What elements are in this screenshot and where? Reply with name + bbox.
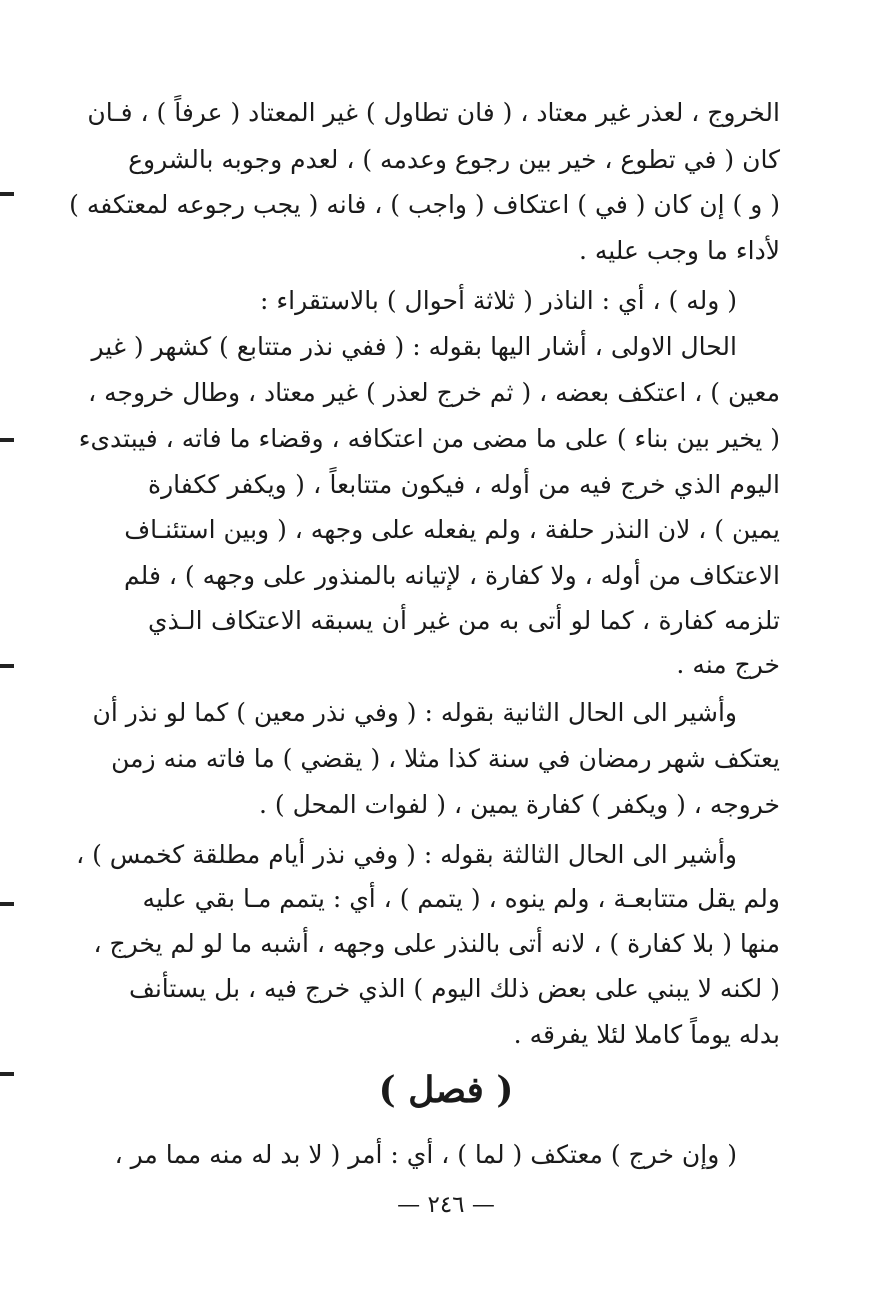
text-line: الحال الاولى ، أشار اليها بقوله : ( ففي نذر متتابع ) كشهر ( غير bbox=[91, 332, 737, 361]
text-line: يمين ) ، لان النذر حلفة ، ولم يفعله على وجهه ، ( وبين استئنـاف bbox=[124, 515, 780, 544]
text-line: الخروج ، لعذر غير معتاد ، ( فان تطاول ) غير المعتاد ( عرفاً ) ، فـان bbox=[87, 98, 780, 127]
text-line: خروجه ، ( ويكفر ) كفارة يمين ، ( لفوات المحل ) . bbox=[259, 790, 780, 819]
margin-mark bbox=[0, 664, 14, 668]
margin-mark bbox=[0, 438, 14, 442]
margin-mark bbox=[0, 902, 14, 906]
section-heading: ( فصل ) bbox=[378, 1069, 514, 1111]
text-line: بدله يوماً كاملا لئلا يفرقه . bbox=[513, 1020, 780, 1049]
margin-mark bbox=[0, 1072, 14, 1076]
text-line: يعتكف شهر رمضان في سنة كذا مثلا ، ( يقضي ) ما فاته منه زمن bbox=[111, 744, 780, 773]
text-line: ( وإن خرج ) معتكف ( لما ) ، أي : أمر ( لا بد له منه مما مر ، bbox=[114, 1140, 737, 1169]
text-line: ( و ) إن كان ( في ) اعتكاف ( واجب ) ، فانه ( يجب رجوعه لمعتكفه ) bbox=[69, 190, 780, 219]
text-line: ( يخير بين بناء ) على ما مضى من اعتكافه ، وقضاء ما فاته ، فيبتدىء bbox=[78, 424, 780, 453]
text-line: وأشير الى الحال الثالثة بقوله : ( وفي نذر أيام مطلقة كخمس ) ، bbox=[76, 840, 737, 869]
text-line: وأشير الى الحال الثانية بقوله : ( وفي نذر معين ) كما لو نذر أن bbox=[92, 698, 737, 727]
text-line: خرج منه . bbox=[676, 650, 780, 679]
text-line: كان ( في تطوع ، خير بين رجوع وعدمه ) ، لعدم وجوبه بالشروع bbox=[128, 145, 780, 174]
text-line: منها ( بلا كفارة ) ، لانه أتى بالنذر على وجهه ، أشبه ما لو لم يخرج ، bbox=[93, 929, 780, 958]
text-line: معين ) ، اعتكف بعضه ، ( ثم خرج لعذر ) غير معتاد ، وطال خروجه ، bbox=[88, 378, 780, 407]
text-line: تلزمه كفارة ، كما لو أتى به من غير أن يسبقه الاعتكاف الـذي bbox=[148, 606, 780, 635]
text-line: لأداء ما وجب عليه . bbox=[578, 236, 780, 265]
text-line: اليوم الذي خرج فيه من أوله ، فيكون متتابعاً ، ( ويكفر ككفارة bbox=[148, 470, 780, 499]
page-number: — ٢٤٦ — bbox=[397, 1192, 495, 1218]
margin-mark bbox=[0, 192, 14, 196]
text-line: ( وله ) ، أي : الناذر ( ثلاثة أحوال ) بالاستقراء : bbox=[260, 286, 737, 315]
text-line: ( لكنه لا يبني على بعض ذلك اليوم ) الذي خرج فيه ، بل يستأنف bbox=[128, 974, 780, 1003]
text-line: الاعتكاف من أوله ، ولا كفارة ، لإتيانه بالمنذور على وجهه ) ، فلم bbox=[124, 561, 780, 590]
text-line: ولم يقل متتابعـة ، ولم ينوه ، ( يتمم ) ، أي : يتمم مـا بقي عليه bbox=[142, 884, 780, 913]
